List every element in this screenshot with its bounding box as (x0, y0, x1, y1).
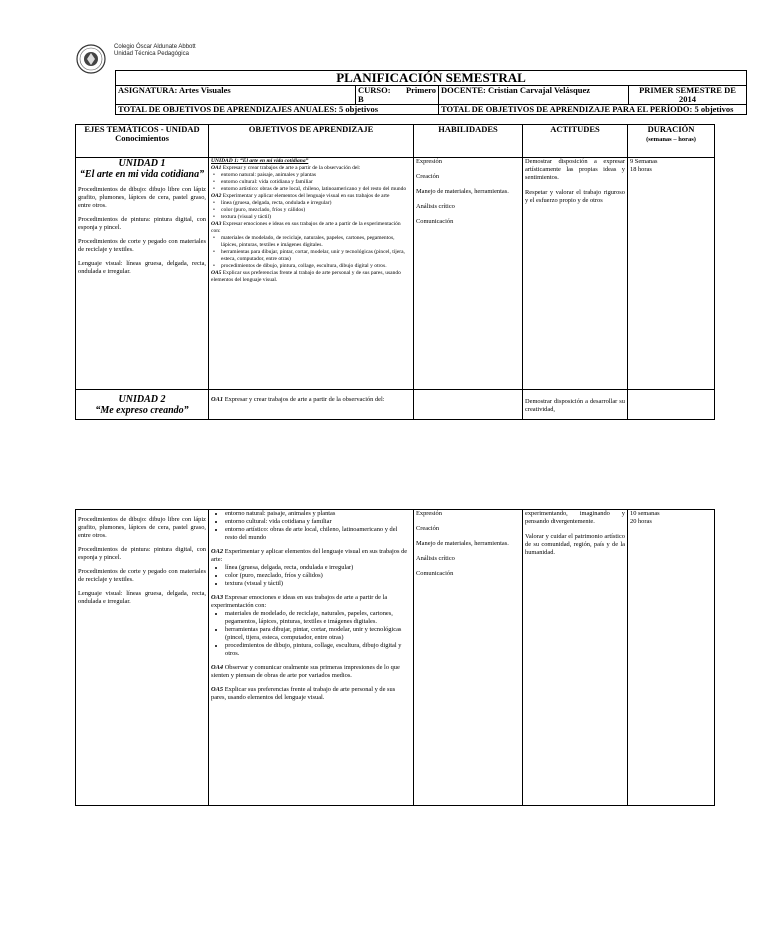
list-item: • entorno natural: paisaje, animales y plantas (221, 172, 411, 179)
list-item: • entorno cultural: vida cotidiana y familiar (225, 518, 411, 526)
duracion-horas: 18 horas (630, 166, 652, 173)
col-objetivos: OBJETIVOS DE APRENDIZAJE (209, 125, 414, 158)
actitud-item: Respetar y valorar el trabajo riguroso y el esfuerzo propio y de otros (525, 189, 625, 204)
list-item: • línea (gruesa, delgada, recta, ondulada e irregular) (225, 564, 411, 572)
list-item: • entorno cultural: vida cotidiana y familiar (221, 179, 411, 186)
planning-table-page1 (75, 124, 715, 420)
unit1-oa2: OA2 Experimentar y aplicar elementos del lenguaje visual en sus trabajos de arte (211, 193, 390, 199)
page2-habilidades (414, 510, 523, 806)
asignatura: ASIGNATURA: Artes Visuales (116, 86, 356, 105)
habilidad-item: Análisis crítico (416, 203, 455, 210)
habilidad-item: Manejo de materiales, herramientas. (416, 188, 509, 195)
unit1-oa2-list (211, 200, 411, 221)
unit1-duracion (628, 158, 715, 390)
col-actitudes: ACTITUDES (523, 125, 628, 158)
duracion-semanas: 9 Semanas (630, 158, 658, 165)
docente: DOCENTE: Cristian Carvajal Velásquez (439, 86, 629, 105)
unit1-actitudes (523, 158, 628, 390)
unit1-oa1: OA1 Expresar y crear trabajos de arte a partir de la observación del: (211, 165, 361, 171)
list-item: • procedimientos de dibujo, pintura, collage, escultura, dibujo digital y otros. (221, 263, 411, 270)
actitud-item: Valorar y cuidar el patrimonio artístico de su comunidad, región, país y de la humanidad. (525, 533, 625, 556)
unit1-eje-lenguaje: Lenguaje visual: líneas gruesa, delgada, recta, ondulada e irregular. (78, 260, 206, 275)
page2-oa3: OA3 Expresar emociones e ideas en sus trabajos de arte a partir de la experimentación con: (211, 594, 388, 609)
unit2-objetivos (209, 390, 414, 420)
list-item: • línea (gruesa, delgada, recta, ondulada e irregular) (221, 200, 411, 207)
unit2-subtitle: “Me expreso creando” (95, 405, 189, 416)
page2-eje-lenguaje: Lenguaje visual: líneas gruesa, delgada, recta, ondulada e irregular. (78, 590, 206, 605)
list-item: • herramientas para dibujar, pintar, cortar, modelar, unir y tecnológicas (pincel, tijera, esteca, computador, entre otras) (221, 249, 411, 263)
page2-oa2: OA2 Experimentar y aplicar elementos del lenguaje visual en sus trabajos de arte: (211, 548, 408, 563)
page2-actitudes (523, 510, 628, 806)
habilidad-item: Comunicación (416, 218, 454, 225)
unit1-obj-title: UNIDAD 1: “El arte en mi vida cotidiana” (211, 158, 309, 164)
unit1-oa3-list (211, 235, 411, 270)
unit1-oa1-list (211, 172, 411, 193)
list-item: • textura (visual y táctil) (221, 214, 411, 221)
page2-objetivos (209, 510, 414, 806)
habilidad-item: Expresión (416, 158, 442, 165)
list-item: • materiales de modelado, de reciclaje, naturales, papeles, cartones, pegamentos, lápices, pinturas, textiles e imágenes digitales. (225, 610, 411, 626)
unit1-eje-corte: Procedimientos de corte y pegado con materiales de reciclaje y textiles. (78, 238, 206, 253)
habilidad-item: Expresión (416, 510, 442, 517)
page2-oa1-list (211, 510, 411, 542)
school-unit: Unidad Técnica Pedagógica (114, 51, 189, 57)
planning-table-page2 (75, 509, 715, 806)
list-item: • color (puro, mezclado, fríos y cálidos) (221, 207, 411, 214)
list-item: • entorno natural: paisaje, animales y plantas (225, 510, 411, 518)
unit2-habilidades (414, 390, 523, 420)
actitud-item: Demostrar disposición a expresar artísticamente las propias ideas y sentimientos. (525, 158, 625, 181)
unit2-title: UNIDAD 2 (118, 394, 166, 405)
list-item: • color (puro, mezclado, fríos y cálidos) (225, 572, 411, 580)
list-item: • textura (visual y táctil) (225, 580, 411, 588)
habilidad-item: Análisis crítico (416, 555, 455, 562)
school-name: Colegio Óscar Aldunate Abbott (114, 44, 196, 50)
unit1-eje-pintura: Procedimientos de pintura: pintura digital, con esponja y pincel. (78, 216, 206, 231)
actitud-item: experimentando, imaginando y pensando divergentemente. (525, 510, 625, 525)
unit1-eje-dibujo: Procedimientos de dibujo: dibujo libre con lápiz grafito, plumones, lápices de cera, pastel graso, entre otros. (78, 186, 206, 209)
page2-eje-corte: Procedimientos de corte y pegado con materiales de reciclaje y textiles. (78, 568, 206, 583)
list-item: • materiales de modelado, de reciclaje, naturales, papeles, cartones, pegamentos, lápices, pinturas, textiles e imágenes digitales. (221, 235, 411, 249)
habilidad-item: Creación (416, 525, 440, 532)
unit2-actitudes (523, 390, 628, 420)
page-title: PLANIFICACIÓN SEMESTRAL (116, 71, 747, 86)
duracion-semanas: 10 semanas (630, 510, 660, 517)
header-table (115, 70, 747, 115)
unit2-oa1: OA1 Expresar y crear trabajos de arte a partir de la observación del: (211, 396, 385, 403)
page2-oa5: OA5 Explicar sus preferencias frente al trabajo de arte personal y de sus pares, usando elementos del lenguaje visual. (211, 686, 396, 701)
total-anual: TOTAL DE OBJETIVOS DE APRENDIZAJES ANUALES: 5 objetivos (116, 105, 439, 115)
list-item: • entorno artístico: obras de arte local, chileno, latinoamericano y del resto del mundo (221, 186, 411, 193)
unit1-ejes (76, 158, 209, 390)
col-habilidades: HABILIDADES (414, 125, 523, 158)
unit1-title: UNIDAD 1 (118, 158, 166, 169)
curso: CURSO: Primero B (356, 86, 439, 105)
col-ejes: EJES TEMÁTICOS - UNIDAD Conocimientos (76, 125, 209, 158)
unit2-ejes (76, 390, 209, 420)
page2-eje-pintura: Procedimientos de pintura: pintura digital, con esponja y pincel. (78, 546, 206, 561)
school-logo (76, 44, 106, 74)
unit1-oa5: OA5 Explicar sus preferencias frente al trabajo de arte personal y de sus pares, usando elementos del lenguaje visual. (211, 270, 401, 283)
unit2-duracion (628, 390, 715, 420)
duracion-horas: 20 horas (630, 518, 652, 525)
unit1-habilidades (414, 158, 523, 390)
page2-oa3-list (211, 610, 411, 658)
habilidad-item: Creación (416, 173, 440, 180)
col-duracion: DURACIÓN (semanas – horas) (628, 125, 715, 158)
page2-oa4: OA4 Observar y comunicar oralmente sus primeras impresiones de lo que sienten y piensan de obras de arte por variados medios. (211, 664, 400, 679)
unit1-subtitle: “El arte en mi vida cotidiana” (79, 169, 205, 180)
school-heading (114, 44, 196, 58)
page2-eje-dibujo: Procedimientos de dibujo: dibujo libre con lápiz grafito, plumones, lápices de cera, pastel graso, entre otros. (78, 516, 206, 539)
page2-duracion (628, 510, 715, 806)
page2-oa2-list (211, 564, 411, 588)
habilidad-item: Comunicación (416, 570, 454, 577)
list-item: • entorno artístico: obras de arte local, chileno, latinoamericano y del resto del mundo (225, 526, 411, 542)
unit1-objetivos (209, 158, 414, 390)
habilidad-item: Manejo de materiales, herramientas. (416, 540, 509, 547)
list-item: • procedimientos de dibujo, pintura, collage, escultura, dibujo digital y otros. (225, 642, 411, 658)
list-item: • herramientas para dibujar, pintar, cortar, modelar, unir y tecnológicas (pincel, tijera, esteca, computador, entre otras) (225, 626, 411, 642)
page2-ejes (76, 510, 209, 806)
total-periodo: TOTAL DE OBJETIVOS DE APRENDIZAJE PARA EL PERÍODO: 5 objetivos (439, 105, 747, 115)
semestre: PRIMER SEMESTRE DE 2014 (629, 86, 747, 105)
unit1-oa3: OA3 Expresar emociones e ideas en sus trabajos de arte a partir de la experimentación con: (211, 221, 401, 234)
actitud-item: Demostrar disposición a desarrollar su creatividad, (525, 398, 625, 413)
